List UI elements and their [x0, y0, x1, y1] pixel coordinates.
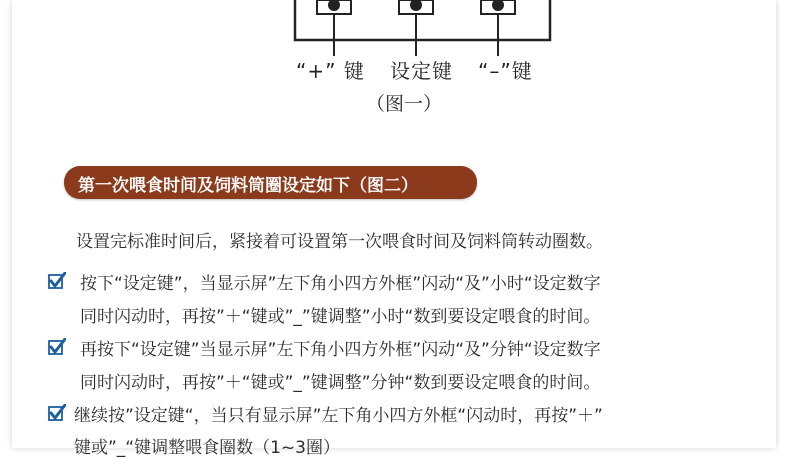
document-page	[12, 0, 776, 458]
checkmark-icon	[48, 272, 66, 290]
item-line: 按下“设定键”，当显示屏”左下角小四方外框”闪动“及”小时“设定数字	[80, 274, 601, 294]
checkmark-icon	[48, 338, 66, 356]
plus-key-label: “+” 键	[296, 59, 365, 83]
section-banner	[64, 166, 477, 199]
keypad-diagram	[12, 0, 776, 60]
item-line: 同时闪动时，再按”＋“键或”_”键调整”分钟“数到要设定喂食的时间。	[80, 373, 601, 393]
item-line: 再按下“设定键”当显示屏”左下角小四方外框”闪动“及”分钟“设定数字	[80, 340, 601, 360]
item-line: 继续按”设定键“，当只有显示屏”左下角小四方外框“闪动时，再按”＋”	[74, 406, 603, 426]
item-line: 键或”_“键调整喂食圈数（1~3圈）	[74, 438, 340, 458]
set-key-label: 设定键	[390, 59, 453, 83]
minus-key-label: “–”键	[478, 59, 533, 83]
intro-text: 设置完标准时间后，紧接着可设置第一次喂食时间及饲料筒转动圈数。	[76, 232, 603, 252]
section-title: 第一次喂食时间及饲料筒圈设定如下（图二）	[78, 176, 418, 196]
checkmark-icon	[48, 404, 66, 422]
item-line: 同时闪动时，再按”＋“键或”_”键调整”小时“数到要设定喂食的时间。	[80, 307, 601, 327]
figure-caption: （图一）	[366, 93, 443, 115]
keypad-figure	[12, 0, 776, 120]
